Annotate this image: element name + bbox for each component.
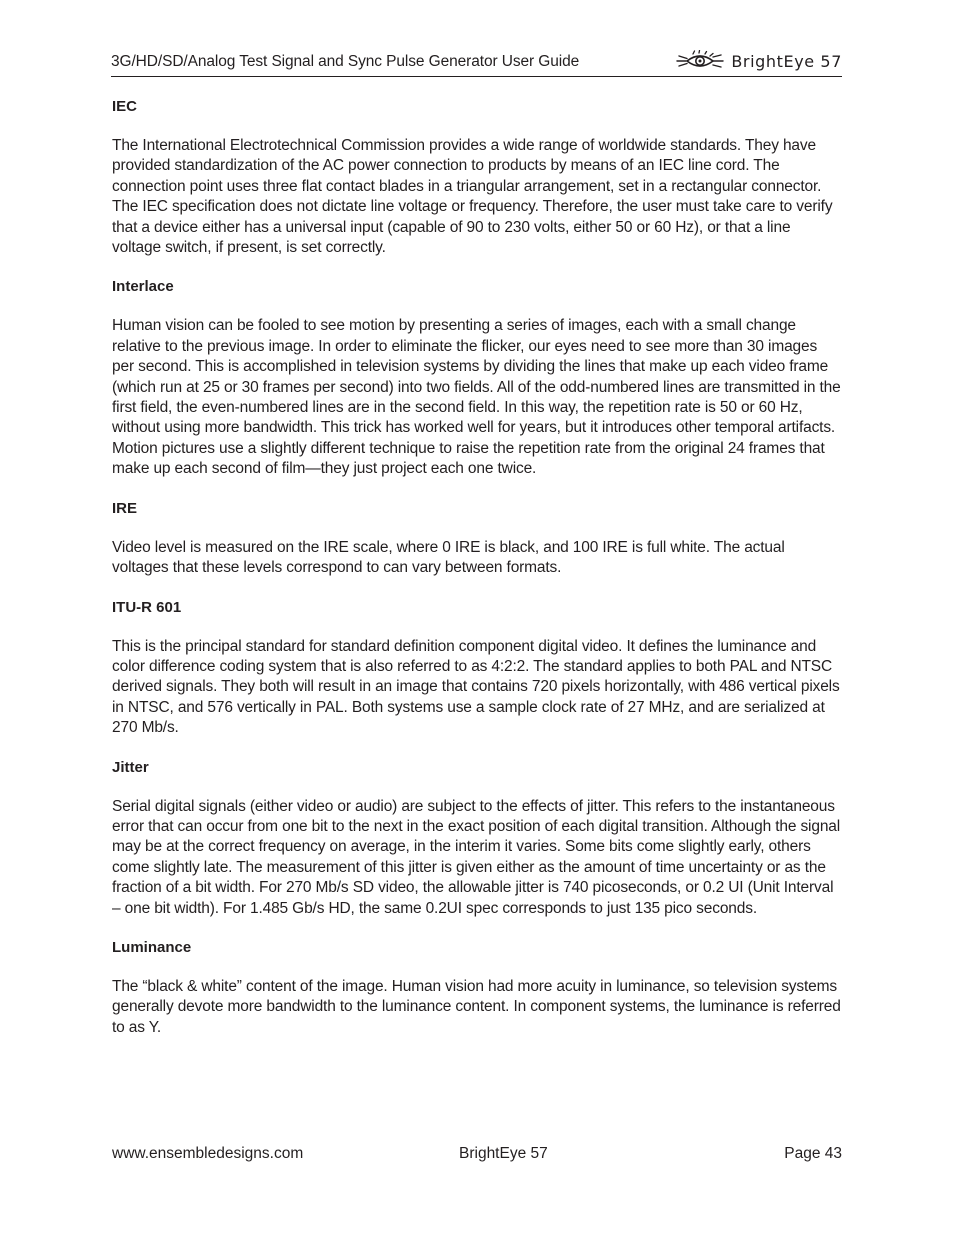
section-heading: ITU-R 601	[112, 598, 182, 616]
section-heading: Interlace	[112, 278, 174, 296]
section-heading: Luminance	[112, 938, 192, 956]
section-body: Serial digital signals (either video or audio) are subject to the effects of jitter. This refers to the instantaneous error that can occur from one bit to the next in the exact position of each digital transition. Although the signal may be at the correct frequency on average, in the interim it varies. Some bits come slightly early, others come slightly late. The measurement of this jitter is given either as the amount of time uncertainty or as the fraction of a bit width. For 270 Mb/s SD video, the allowable jitter is 740 picoseconds, or 0.2 UI (Unit Interval – one bit width). For 1.485 Gb/s HD, the same 0.2UI spec corresponds to just 135 pico seconds.	[112, 797, 841, 917]
page-header	[111, 44, 842, 77]
section-body: The “black & white” content of the image. Human vision had more acuity in luminance, so television systems generally devote more bandwidth to the luminance content. In component systems, the luminance is referred to as Y.	[112, 977, 841, 1036]
glossary-entry-ire	[112, 499, 842, 579]
section-body: This is the principal standard for standard definition component digital video. It defines the luminance and color difference coding system that is also referred to as 4:2:2. The standard applies to both PAL and NTSC derived signals. They both will result in an image that contains 720 pixels horizontally, with 486 vertical pixels in NTSC, and 576 vertically in PAL. Both systems use a sample clock rate of 27 MHz, and are serialized at 270 Mb/s.	[112, 637, 840, 737]
brand-logo	[675, 50, 842, 72]
glossary-entry-iec	[112, 97, 842, 258]
section-body: The International Electrotechnical Commission provides a wide range of worldwide standards. They have provided standardization of the AC power connection to products by means of an IEC line cord. The connection point uses three flat contact blades in a triangular arrangement, set in a rectangular connector. The IEC specification does not dictate line voltage or frequency. Therefore, the user must take care to verify that a device either has a universal input (capable of 90 to 230 volts, either 50 or 60 Hz), or that a line voltage switch, if present, is set correctly.	[112, 137, 833, 257]
glossary-entry-itu-r-601	[112, 598, 842, 739]
section-heading: IEC	[112, 98, 138, 115]
website-link[interactable]: www.ensembledesigns.com	[112, 1145, 304, 1162]
glossary-content	[112, 97, 842, 1057]
page-number: Page 43	[784, 1145, 842, 1162]
eye-logo-icon	[675, 50, 725, 72]
glossary-entry-interlace	[112, 277, 842, 479]
glossary-entry-luminance	[112, 938, 842, 1038]
section-heading: Jitter	[112, 758, 149, 776]
glossary-entry-jitter	[112, 758, 842, 919]
section-heading: IRE	[112, 499, 138, 517]
section-body: Human vision can be fooled to see motion by presenting a series of images, each with a small change relative to the previous image. In order to eliminate the flicker, our eyes need to see more than 30 images per second. This is accomplished in television systems by dividing the lines that make up each video frame (which run at 25 or 30 frames per second) into two fields. All of the odd-numbered lines are transmitted in the first field, the even-numbered lines are in the second field. In this way, the repetition rate is 50 or 60 Hz, without using more bandwidth. This trick has worked well for years, but it introduces other temporal artifacts. Motion pictures use a slightly different technique to raise the repetition rate from the original 24 frames that make up each second of film—they just project each one twice.	[112, 317, 841, 478]
document-title: 3G/HD/SD/Analog Test Signal and Sync Pulse Generator User Guide	[111, 53, 580, 70]
section-body: Video level is measured on the IRE scale, where 0 IRE is black, and 100 IRE is full white. The actual voltages that these levels correspond to can vary between formats.	[112, 538, 785, 577]
brand-name: BrightEye 57	[731, 51, 842, 71]
page-footer	[112, 1145, 842, 1167]
footer-product: BrightEye 57	[459, 1145, 548, 1162]
